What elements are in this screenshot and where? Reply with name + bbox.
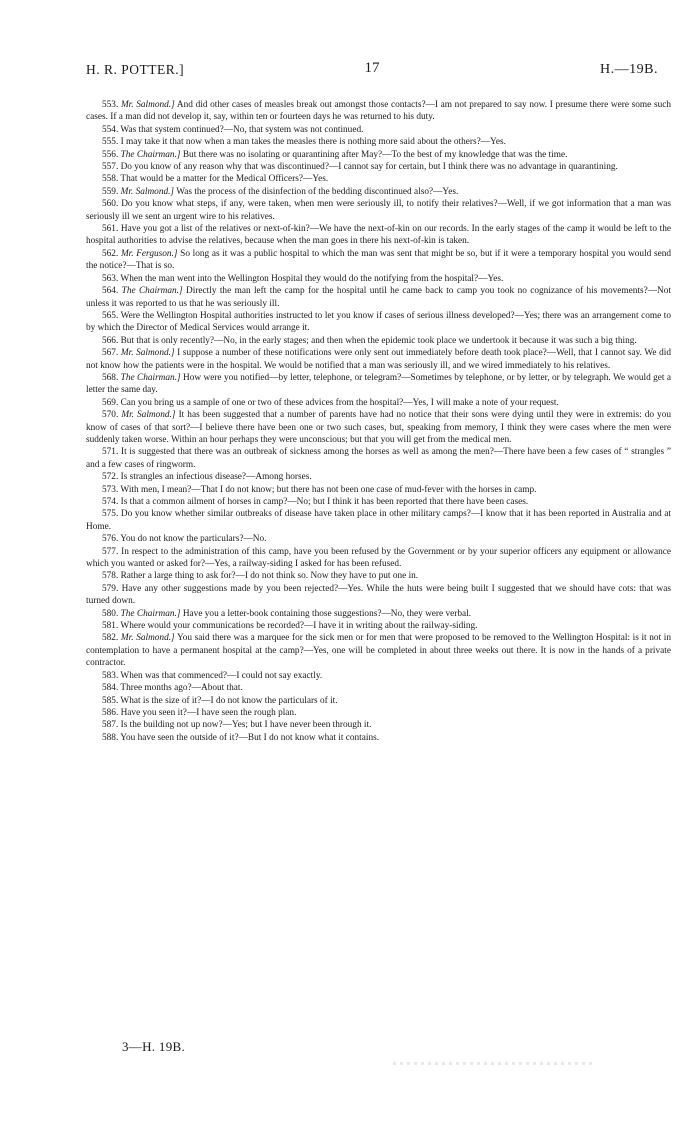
testimony-paragraph [86, 546, 671, 571]
paragraph-continuation: But there was no isolating or quarantining after May?—To the best of my knowledge that was the time. [180, 149, 568, 160]
document-reference: H.—19B. [600, 62, 658, 77]
testimony-paragraph [86, 173, 671, 185]
testimony-paragraph [86, 508, 671, 533]
testimony-paragraph [86, 161, 671, 173]
paragraph-text: 563. When the man went into the Wellington Hospital they would do the notifying from the hospital?—Yes. [102, 273, 504, 284]
testimony-paragraph [86, 347, 671, 372]
testimony-paragraph [86, 223, 671, 248]
testimony-paragraph [86, 471, 671, 483]
testimony-paragraph [86, 732, 671, 744]
paragraph-text: 555. I may take it that now when a man takes the measles there is nothing more said about the others?—Yes. [102, 137, 506, 148]
paragraph-text: 559. [102, 186, 121, 197]
speaker-label: Mr. Ferguson.] [120, 248, 178, 259]
testimony-paragraph [86, 285, 671, 310]
testimony-paragraph [86, 719, 671, 731]
testimony-paragraph [86, 533, 671, 545]
paragraph-continuation: So long as it was a public hospital to which the man was sent that might be so, but if it were a temporary hospital you would send the notice?—That is so. [86, 248, 672, 272]
testimony-paragraph [86, 397, 671, 409]
speaker-label: Mr. Salmond.] [120, 633, 175, 644]
testimony-paragraph [86, 136, 671, 148]
page-header [86, 62, 658, 80]
paragraph-text: 573. With men, I mean?—That I do not know; but there has not been one case of mud-fever with the horses in camp. [102, 484, 537, 495]
paragraph-text: 576. You do not know the particulars?—No. [102, 534, 267, 545]
paragraph-text: 570. [102, 410, 122, 421]
testimony-paragraph [86, 695, 671, 707]
testimony-paragraph [86, 409, 671, 446]
testimony-paragraph [86, 496, 671, 508]
speaker-label: The Chairman.] [120, 608, 181, 619]
paragraph-text: 586. Have you seen it?—I have seen the rough plan. [102, 707, 297, 718]
speaker-label: Mr. Salmond.] [121, 410, 176, 421]
paragraph-text: 569. Can you bring us a sample of one or two of these advices from the hospital?—Yes, I will make a note of your request. [102, 397, 559, 408]
paragraph-text: 583. When was that commenced?—I could not say exactly. [102, 670, 323, 681]
testimony-body [86, 99, 671, 744]
speaker-label: Mr. Salmond.] [120, 186, 175, 197]
paragraph-text: 567. [102, 348, 121, 359]
witness-name: H. R. POTTER.] [86, 62, 185, 77]
paragraph-text: 566. But that is only recently?—No, in the early stages; and then when the epidemic took place we undertook it because it was such a big thing. [102, 335, 637, 346]
paragraph-text: 568. [102, 372, 121, 383]
testimony-paragraph [86, 707, 671, 719]
testimony-paragraph [86, 335, 671, 347]
paragraph-text: 572. Is strangles an infectious disease?—Among horses. [102, 472, 312, 483]
testimony-paragraph [86, 570, 671, 582]
paragraph-text: 558. That would be a matter for the Medical Officers?—Yes. [102, 174, 329, 185]
paragraph-text: 553. [102, 100, 121, 110]
testimony-paragraph [86, 99, 671, 124]
testimony-paragraph [86, 670, 671, 682]
speaker-label: The Chairman.] [120, 372, 181, 383]
paragraph-text: 562. [102, 248, 121, 259]
testimony-paragraph [86, 186, 671, 198]
paragraph-text: 575. Do you know whether similar outbreaks of disease have taken place in other military camps?—I know that it has been reported in Australia and at Home. [86, 509, 671, 532]
paragraph-text: 579. Have any other suggestions made by you been rejected?—Yes. While the huts were being built I suggested that we should have cots: that was turned down. [86, 583, 671, 607]
testimony-paragraph [86, 310, 671, 335]
testimony-paragraph [86, 632, 671, 669]
paragraph-text: 585. What is the size of it?—I do not know the particulars of it. [102, 695, 338, 706]
paragraph-text: 582. [102, 633, 121, 644]
testimony-paragraph [86, 273, 671, 285]
paragraph-text: 556. [102, 149, 121, 160]
paragraph-continuation: You said there was a marquee for the sick men or for men that were proposed to be removed to the Wellington Hospital: is it not in contemplation to have a permanent hospital at the camp?—Yes, one will be completed in about three weeks out there. It is now in the hands of a private contractor. [86, 633, 672, 669]
paragraph-text: 561. Have you got a list of the relatives or next-of-kin?—We have the next-of-kin on our records. In the early stages of the camp it would be left to the hospital authorities to advise the relatives, because when the man goes in there his next-of-kin is taken. [86, 224, 671, 247]
paragraph-text: 578. Rather a large thing to ask for?—I do not think so. Now they have to put one in. [102, 571, 419, 582]
paragraph-text: 554. Was that system continued?—No, that system was not continued. [102, 124, 364, 135]
paragraph-text: 574. Is that a common ailment of horses in camp?—No; but I think it has been reported that there have been cases. [102, 497, 529, 507]
speaker-label: Mr. Salmond.] [120, 100, 175, 110]
paragraph-continuation: How were you notified—by letter, telephone, or telegram?—Sometimes by telephone, or by letter, or by telegraph. We would get a letter the same day. [86, 372, 671, 396]
testimony-paragraph [86, 149, 671, 161]
paragraph-continuation: Directly the man left the camp for the hospital until he came back to camp you took no cognizance of his movements?—Not unless it was reported to us that he was seriously ill. [86, 286, 672, 309]
testimony-paragraph [86, 608, 671, 620]
paragraph-text: 581. Where would your communications be recorded?—I have it in writing about the railway-siding. [102, 621, 478, 632]
testimony-paragraph [86, 124, 671, 136]
speaker-label: The Chairman.] [120, 149, 181, 160]
testimony-paragraph [86, 372, 671, 397]
paragraph-text: 580. [102, 608, 121, 619]
paragraph-continuation: I suppose a number of these notifications were only sent out immediately before death took place?—Well, that I cannot say. We did not know how the patients were in the hospital. We would be notified that a man was seriously ill, and we wired immediately to his relatives. [86, 348, 671, 371]
paragraph-continuation: It has been suggested that a number of parents have had no notice that their sons were dying until they were in extremis: do you know of cases of that sort?—I believe there have been one or two such cases, but, speaking from memory, I think they were cases where the men were suddenly taken worse. Within an hour perhaps they were unconscious; but that you will get from the medical men. [86, 410, 671, 445]
testimony-paragraph [86, 446, 671, 471]
scan-artifact [393, 1062, 593, 1065]
paragraph-continuation: Was the process of the disinfection of the bedding discontinued also?—Yes. [174, 186, 459, 197]
testimony-paragraph [86, 484, 671, 496]
speaker-label: The Chairman.] [121, 286, 183, 297]
paragraph-text: 577. In respect to the administration of this camp, have you been refused by the Government or by your superior officers any equipment or allowance which you wanted or asked for?—Yes, a railway-siding I asked for has been refused. [86, 546, 671, 570]
testimony-paragraph [86, 198, 671, 223]
signature-mark: 3—H. 19B. [122, 1039, 186, 1054]
paragraph-text: 588. You have seen the outside of it?—But I do not know what it contains. [102, 732, 380, 743]
paragraph-text: 565. Were the Wellington Hospital authorities instructed to let you know if cases of serious illness developed?—Yes; there was an arrangement come to by which the Director of Medical Services would arrange it. [86, 310, 671, 334]
speaker-label: Mr. Salmond.] [120, 348, 175, 359]
testimony-paragraph [86, 682, 671, 694]
testimony-paragraph [86, 583, 671, 608]
paragraph-text: 587. Is the building not up now?—Yes; but I have never been through it. [102, 720, 372, 731]
paragraph-continuation: Have you a letter-book containing those suggestions?—No, they were verbal. [180, 608, 472, 619]
paragraph-text: 571. It is suggested that there was an outbreak of sickness among the horses as well as among the men?—There have been a few cases of “ strangles ” and a few cases of ringworm. [86, 447, 671, 470]
paragraph-text: 584. Three months ago?—About that. [102, 683, 243, 694]
testimony-paragraph [86, 620, 671, 632]
page-number: 17 [364, 60, 380, 76]
paragraph-continuation: And did other cases of measles break out amongst those contacts?—I am not prepared to say now. I presume there were some such cases. If a man did not develop it, say, within ten or fourteen days he was returned to his duty. [86, 100, 671, 123]
testimony-paragraph [86, 248, 671, 273]
paragraph-text: 557. Do you know of any reason why that was discontinued?—I cannot say for certain, but I think there was no advantage in quarantining. [102, 162, 618, 173]
paragraph-text: 564. [102, 286, 122, 297]
paragraph-text: 560. Do you know what steps, if any, were taken, when men were seriously ill, to notify their relatives?—Well, if we got information that a man was seriously ill we sent an urgent wire to his relatives. [86, 199, 671, 222]
